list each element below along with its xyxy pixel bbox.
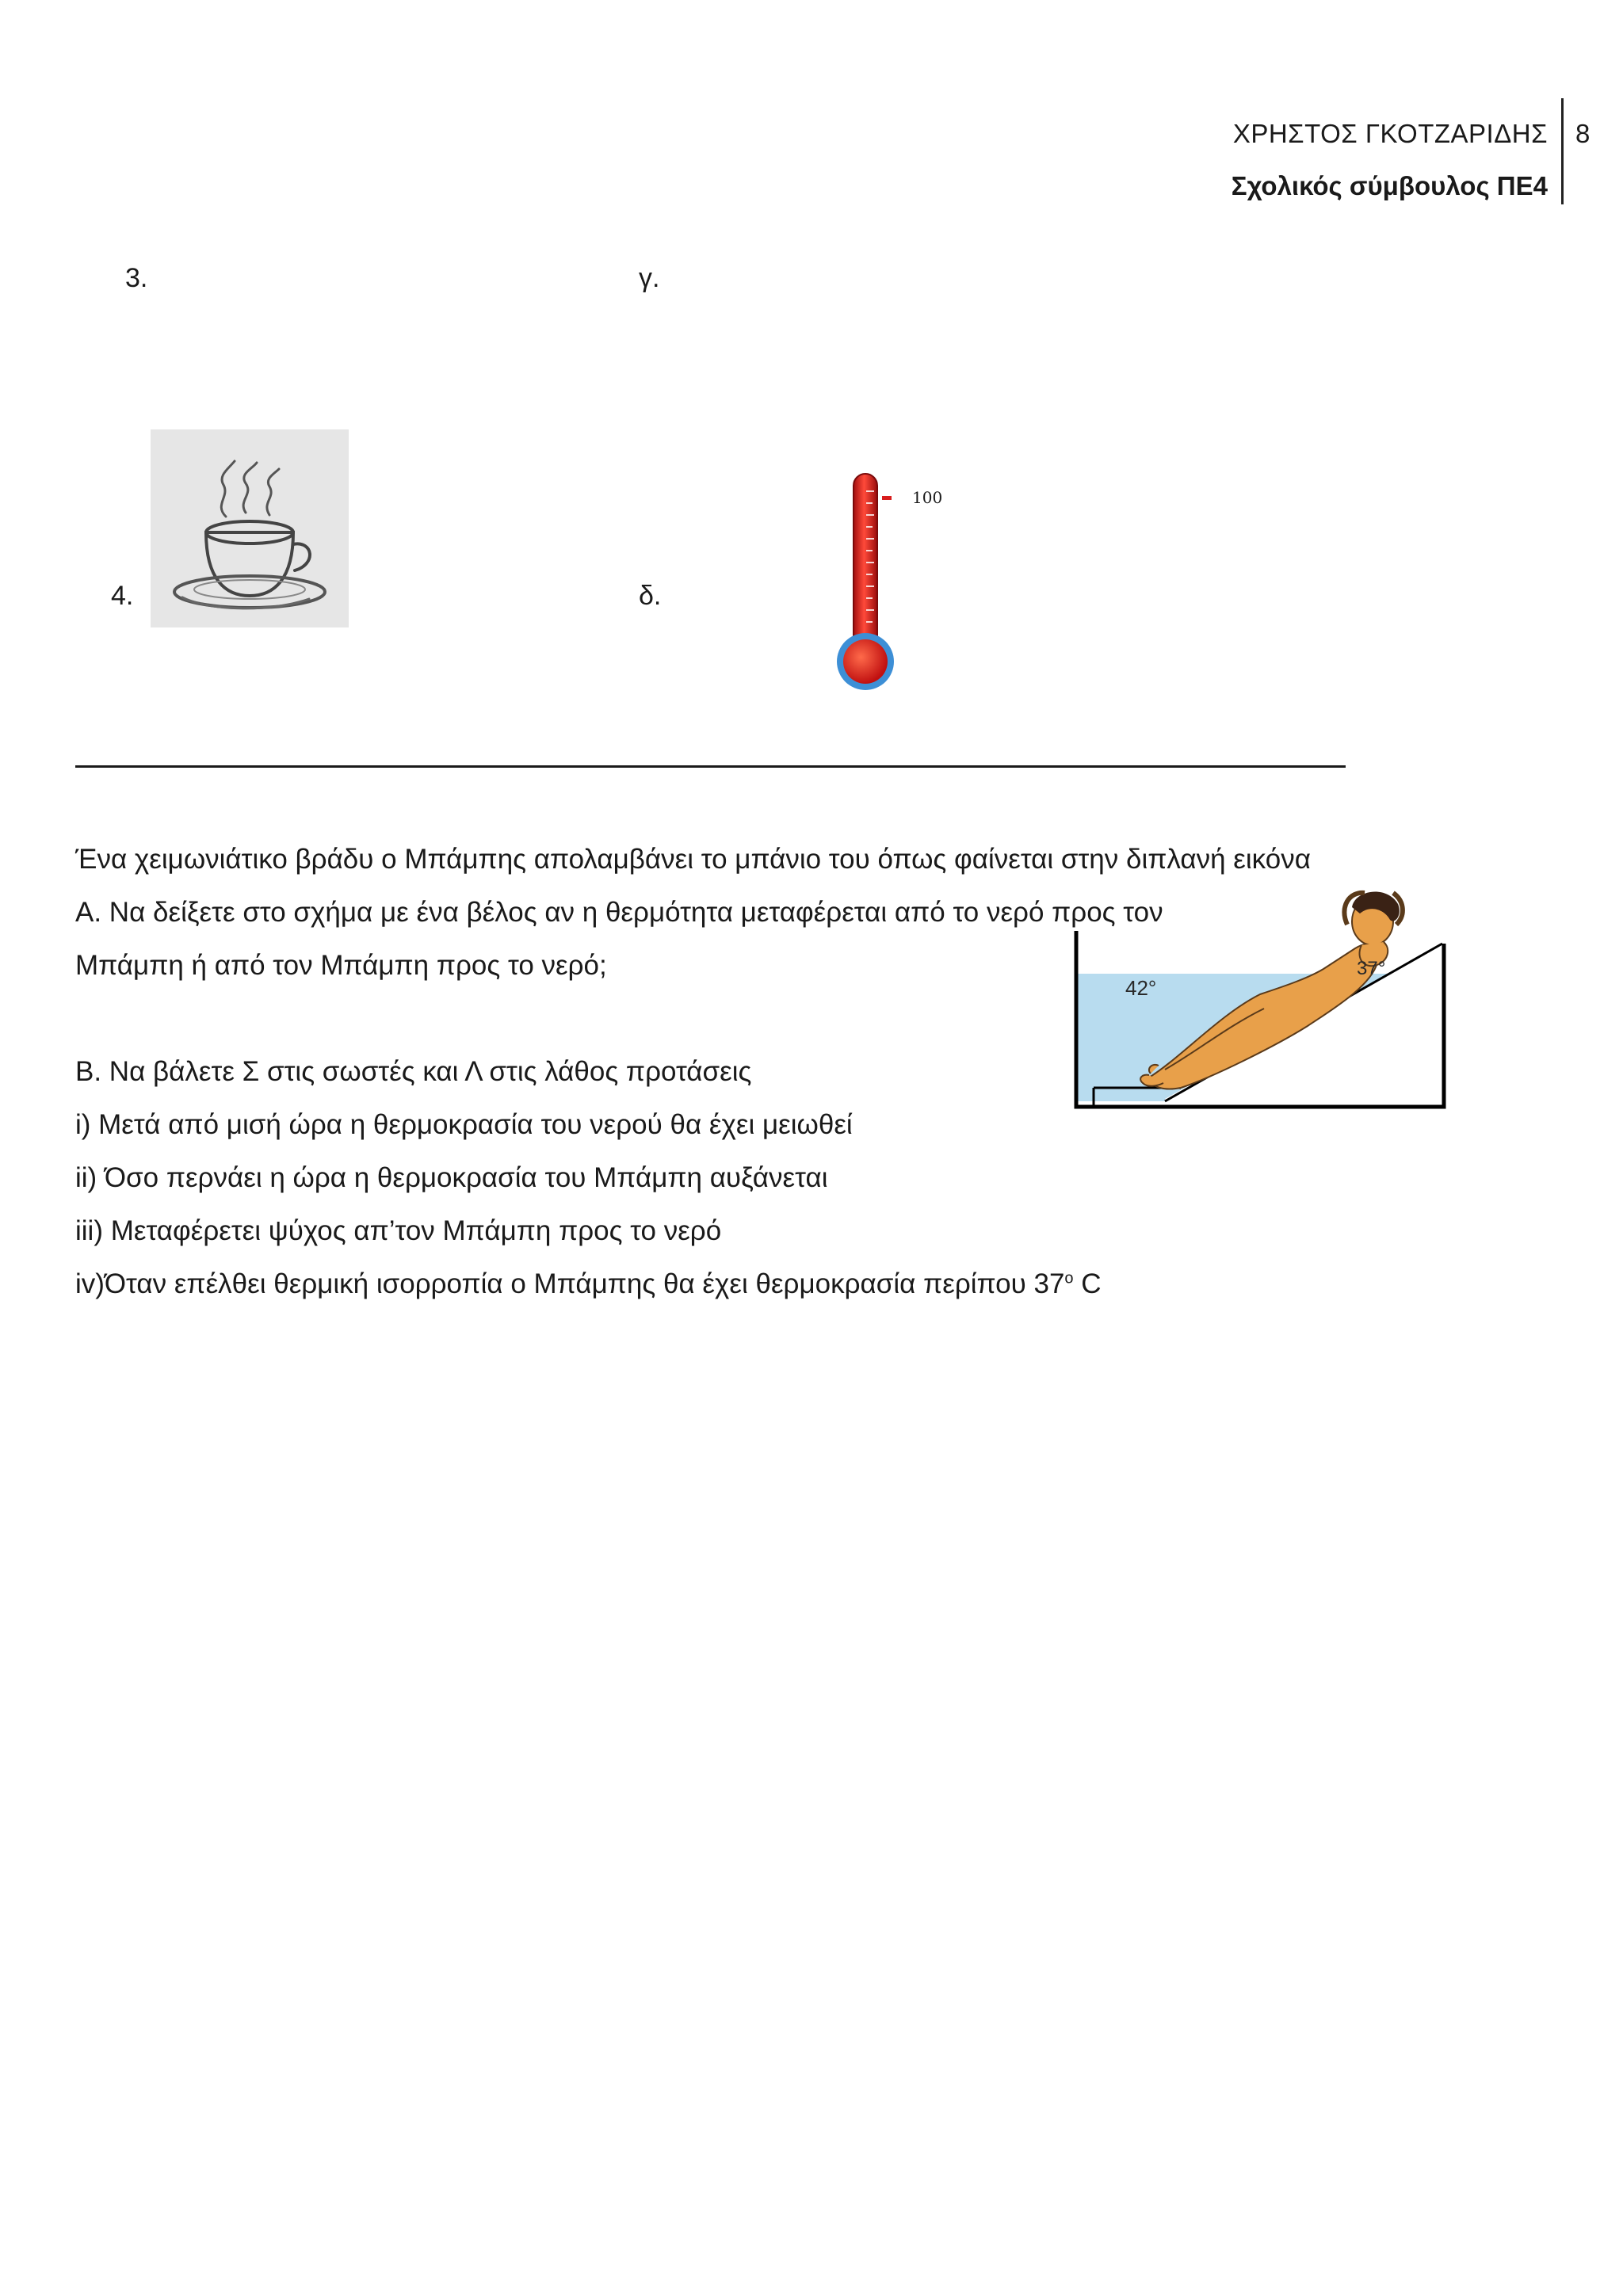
part-a-line1: Α. Να δείξετε στο σχήμα με ένα βέλος αν η θερμότητα μεταφέρεται από το νερό προς τον	[75, 897, 1163, 928]
statement-3: iii) Μεταφέρετει ψύχος απ’τον Μπάμπη προς το νερό	[75, 1215, 722, 1246]
problem-intro: Ένα χειμωνιάτικο βράδυ ο Μπάμπης απολαμβάνει το μπάνιο του όπως φαίνεται στην διπλανή εικόνα	[75, 844, 1311, 875]
thermometer-scale-label: 100	[912, 488, 943, 507]
page-number: 8	[1575, 119, 1591, 148]
bathtub-illustration	[1070, 875, 1450, 1113]
thermometer-image	[836, 467, 955, 697]
part-a-line2: Μπάμπη ή από τον Μπάμπη προς το νερό;	[75, 950, 607, 981]
statement-1: i) Μετά από μισή ώρα η θερμοκρασία του νερού θα έχει μειωθεί	[75, 1109, 853, 1140]
header-author: ΧΡΗΣΤΟΣ ΓΚΟΤΖΑΡΙΔΗΣ	[1232, 119, 1548, 148]
header-divider	[1561, 98, 1564, 204]
statement-4-text: iv)Όταν επέλθει θερμική ισορροπία ο Μπάμπης θα έχει θερμοκρασία περίπου 37	[75, 1268, 1065, 1299]
item-label-4: 4.	[111, 581, 134, 611]
coffee-cup-icon	[151, 429, 349, 627]
section-divider	[75, 765, 1346, 768]
statement-4-unit: C	[1073, 1268, 1102, 1299]
item-label-gamma: γ.	[639, 263, 660, 293]
statement-2: ii) Όσο περνάει η ώρα η θερμοκρασία του Μπάμπη αυξάνεται	[75, 1162, 828, 1193]
coffee-cup-image	[151, 429, 349, 627]
body-temperature-label: 37°	[1357, 958, 1386, 979]
degree-superscript: ο	[1064, 1269, 1074, 1287]
part-b-heading: Β. Να βάλετε Σ στις σωστές και Λ στις λάθος προτάσεις	[75, 1056, 752, 1087]
item-label-3: 3.	[125, 263, 148, 293]
statement-4	[75, 1268, 1102, 1300]
water-temperature-label: 42°	[1125, 976, 1157, 1000]
item-label-delta: δ.	[639, 581, 662, 611]
header-role: Σχολικός σύμβουλος ΠΕ4	[1231, 171, 1548, 200]
